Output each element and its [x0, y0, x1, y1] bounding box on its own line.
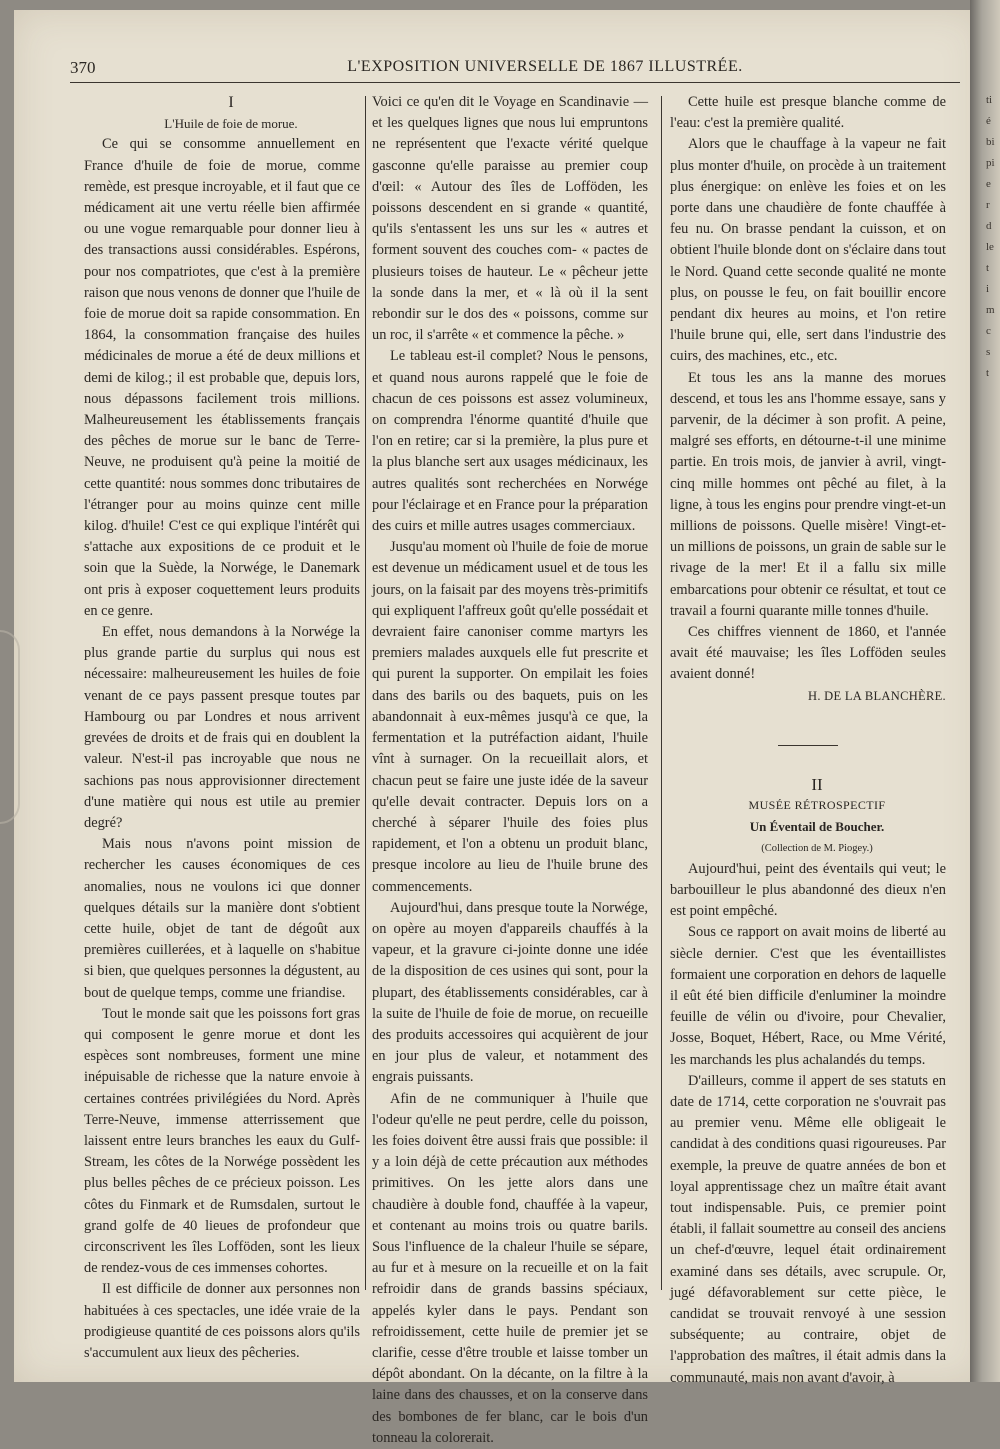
fragment-line: t: [986, 262, 990, 274]
paper-clip-shadow: [0, 630, 20, 824]
fragment-line: le: [986, 241, 994, 253]
paragraph: Alors que le chauffage à la vapeur ne fait plus monter d'huile, on procède à un traitement plus énergique: on enlève les foies et on les porte dans une chaudière de fonte chauffée à feu nu. On brasse pendant la cuisson, et on obtient l'huile blonde dont on s'éclaire dans tout le Nord. Quand cette seconde qualité ne monte plus, on pousse le feu, on fait bouillir encore pendant dix heures au moins, et l'on retire l'huile brune qui, elle, sert dans l'industrie des cuirs, des machines, etc., etc.: [670, 136, 946, 365]
section-numeral: I: [228, 94, 234, 111]
section-subtitle: Un Éventail de Boucher.: [749, 819, 885, 835]
paragraph: Mais nous n'avons point mission de rechercher les causes économiques de ces anomalies, nous ne voulons ici que donner quelques détails sur la manière dont s'obtient cette huile, objet de tant de dégoût aux premières cuillerées, et à laquelle on s'habitue si bien, que quelques personnes la dégustent, au bout de quelque temps, comme une friandise.: [84, 836, 360, 1001]
fragment-line: t: [986, 367, 990, 379]
section-numeral: II: [811, 774, 823, 794]
paragraph: Le tableau est-il complet? Nous le pensons, et quand nous aurons rappelé que le foie de chacun de ces poissons est assez volumineux, on comprendra l'énorme quantité d'huile que l'on en retire; car si la première, la plus pure et la plus blanche sert aux usages médicinaux, les autres qualités sont recherchées en Norwége pour l'éclairage et en France pour la préparation des cuirs et mille autres usages commerciaux.: [372, 348, 648, 535]
running-title: L'EXPOSITION UNIVERSELLE DE 1867 ILLUSTRÉE.: [347, 58, 743, 75]
column-rule-2: [661, 96, 662, 1290]
adjacent-page-fragment: [986, 90, 1000, 384]
fragment-line: d: [986, 220, 992, 232]
paragraph: Cette huile est presque blanche comme de l'eau: c'est la première qualité.: [670, 94, 946, 132]
paragraph: Ces chiffres viennent de 1860, et l'année avait été mauvaise; les îles Lofföden seules avaient donné!: [670, 624, 946, 683]
section-title: MUSÉE RÉTROSPECTIF: [748, 798, 886, 813]
page-header: [70, 56, 960, 83]
paragraph: Ce qui se consomme annuellement en France d'huile de foie de morue, comme remède, est presque incroyable, et il faut que ce médicament ait une vertu réelle bien affirmée ou une vogue remarquable pour donner lieu à des transactions aussi considérables. Espérons, pour nos compatriotes, que c'est à la première raison que nous venons de donner que l'huile de foie de morue doit sa rapide consommation. En 1864, la consommation française des huiles médicinales de morue a été de deux millions et demi de kilog.; il est probable que, depuis lors, nous dépassons facilement trois millions. Malheureusement les établissements français des pêches de morue sur le banc de Terre-Neuve, ne produisent qu'à peine la moitié de cette quantité: nous sommes donc tributaires de l'étranger pour au moins quinze cent mille kilog. d'huile! C'est ce qui explique l'intérêt qui s'attache aux expositions de ce produit et le soin que la Suède, la Norwége, le Danemark ont pris à exposer coquettement leurs produits en ce genre.: [84, 136, 360, 619]
fragment-line: i: [986, 283, 990, 295]
column-1: [84, 92, 360, 1361]
paragraph: Voici ce qu'en dit le Voyage en Scandinavie — et les quelques lignes que nous lui empruntons ne représentent que l'exacte vérité quelque gasconne qu'elle paraisse au premier coup d'œil: « Autour des îles de Lofföden, les poissons descendent en si grande « quantité, qu'ils s'entassent les uns sur les « autres et forment souvent des couches com- « pactes de plusieurs toises de hauteur. Le « pêcheur jette la sonde dans la mer, et « là où il la sent rebondir sur le dos des « poissons, comme sur un roc, il s'arrête « et commence la pêche. »: [372, 94, 648, 344]
column-rule-1: [365, 96, 366, 1290]
paragraph: Aujourd'hui, dans presque toute la Norwége, on opère au moyen d'appareils chauffés à la vapeur, et la gravure ci-jointe donne une idée de la disposition de ces usines qui sont, pour la plupart, des établissements considérables, car à la suite de l'huile de foie de morue, on recueille des produits accessoires qui acquièrent de jour en jour plus de valeur, et notamment des engrais puissants.: [372, 899, 648, 1086]
paragraph: Et tous les ans la manne des morues descend, et tous les ans l'homme essaye, sans y parvenir, de la décimer à son profit. A peine, malgré ses efforts, en détourne-t-il une minime partie. En trois mois, de janvier à avril, vingt-cinq mille hommes ont pêché au filet, à la ligne, à tous les engins pour prendre vingt-et-un millions de poissons. Quelle misère! Vingt-et-un millions de poissons, un grain de sable sur le rivage de la mer! Et il a fallu six mille embarcations pour obtenir ce résultat, et tout ce travail a fourni quarante mille tonnes d'huile.: [670, 369, 946, 619]
column-3: [670, 92, 946, 1386]
paragraph: En effet, nous demandons à la Norwége la plus grande partie du surplus qui nous est nécessaire: malheureusement les huiles de foie venant de ce pays passent presque toutes par Hambourg ou par Londres et nous arrivent grevées de droits et de frais qui en doublent la valeur. N'est-il pas incroyable que nous ne sachions pas nous approvisionner directement d'une matière qui nous est utile au premier degré?: [84, 624, 360, 831]
paragraph: Il est difficile de donner aux personnes non habituées à ces spectacles, une idée vraie de la prodigieuse quantité de ces poissons alors qu'ils s'accumulent aux lieux des pêcheries.: [84, 1281, 360, 1361]
fragment-line: bi: [986, 136, 995, 148]
page-number: 370: [70, 58, 96, 77]
section-title: L'Huile de foie de morue.: [164, 116, 298, 132]
author-signature: H. DE LA BLANCHÈRE.: [808, 688, 946, 703]
fragment-line: pi: [986, 157, 995, 169]
section-divider: [778, 745, 838, 746]
fragment-line: r: [986, 199, 990, 211]
fragment-line: m: [986, 304, 995, 316]
paragraph: Tout le monde sait que les poissons fort gras qui composent le genre morue et dont les espèces sont nombreuses, forment une mine inépuisable de richesse que la nature envoie à certaines contrées privilégiées du Nord. Après Terre-Neuve, immense atterrissement que laissent entre leurs branches les eaux du Gulf-Stream, les côtes de la Norwége possèdent les plus belles pêches de ce précieux poisson. Les côtes du Finmark et de Rumsdalen, surtout le grand golfe de 40 lieues de profondeur que circonscrivent les îles Lofföden, sont les lieux de rendez-vous de ces immenses cohortes.: [84, 1005, 360, 1277]
paragraph: Afin de ne communiquer à l'huile que l'odeur qu'elle ne peut perdre, celle du poisson, les foies doivent être aussi frais que possible: il y a loin déjà de cette précaution aux méthodes primitives. On les jette alors dans une chaudière à double fond, chauffée à la vapeur, et contenant au moins trois ou quatre barils. Sous l'influence de la chaleur l'huile se sépare, au fur et à mesure on la recueille et on la fait refroidir dans de grands bassins spéciaux, appelés kyler dans le pays. Pendant son refroidissement, cette huile de premier jet se clarifie, cesse d'être trouble et laisse tomber un dépôt abondant. On la décante, on la filtre à la laine dans des chausses, et on la conserve dans des bombones de fer blanc, car le bois d'un tonneau la colorerait.: [372, 1090, 648, 1446]
paragraph: Sous ce rapport on avait moins de liberté au siècle dernier. C'est que les éventaillistes formaient une corporation en dehors de laquelle il eût été bien difficile d'enluminer la moindre feuille de vélin ou d'ivoire, pour Chevalier, Josse, Boquet, Hébert, Race, ou Mme Vérité, les marchands les plus achalandés du temps.: [670, 924, 946, 1068]
fragment-line: c: [986, 325, 991, 337]
fragment-line: ti: [986, 94, 993, 106]
paragraph: Jusqu'au moment où l'huile de foie de morue est devenue un médicament usuel et de tous les jours, on la faisait par des moyens très-primitifs qui expliquent l'affreux goût qu'elle possédait et devraient faire canoniser comme martyrs les premiers malades auxquels elle fut prescrite et qui purent la supporter. On empilait les foies dans des barils ou des baquets, puis on les abandonnait à eux-mêmes jusqu'à ce que, la fermentation et la putréfaction aidant, l'huile vînt à surnager. On la recueillait alors, et chacun peut se faire une juste idée de la saveur qu'elle devait contracter. Depuis lors on a cherché à séparer l'huile des foies plus rapidement, et l'on a obtenu un produit blanc, presque incolore au lieu de l'huile brune des commencements.: [372, 539, 648, 895]
fragment-line: s: [986, 346, 991, 358]
collection-credit: (Collection de M. Piogey.): [761, 842, 873, 854]
fragment-line: é: [986, 115, 991, 127]
column-2: [372, 92, 648, 1446]
paragraph: D'ailleurs, comme il appert de ses statuts en date de 1714, cette corporation ne s'ouvrait pas au premier venu. Même elle obligeait le candidat à des conditions quasi rigoureuses. Par exemple, la preuve de quatre années de bon et loyal apprentissage chez un maître était avant tout indispensable. Puis, ce premier point établi, il fallait soumettre au conseil des anciens un chef-d'œuvre, lequel était ordinairement examiné dans ses détails, avec scrupule. Or, jugé défavorablement sur cette pièce, le candidat se trouvait renvoyé à une session subséquente; au contraire, objet de l'approbation des maîtres, il était admis dans la communauté, mais non avant d'avoir, à: [670, 1072, 946, 1386]
paragraph: Aujourd'hui, peint des éventails qui veut; le barbouilleur le plus abandonné des dieux n'en est point empêché.: [670, 860, 946, 920]
fragment-line: e: [986, 178, 991, 190]
